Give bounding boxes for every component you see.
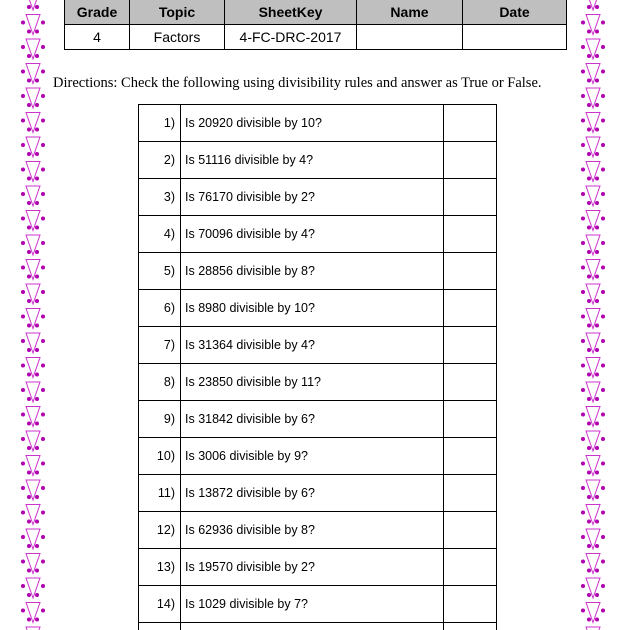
answer-cell[interactable] bbox=[444, 290, 497, 327]
triangle-dot-icon bbox=[581, 113, 605, 133]
question-text: Is 28856 divisible by 8? bbox=[181, 253, 444, 290]
triangle-dot-icon bbox=[581, 431, 605, 451]
question-row bbox=[139, 512, 497, 549]
triangle-dot-icon bbox=[581, 407, 605, 427]
answer-cell[interactable] bbox=[444, 512, 497, 549]
triangle-dot-icon bbox=[21, 456, 45, 476]
answer-cell[interactable] bbox=[444, 105, 497, 142]
answer-cell[interactable] bbox=[444, 623, 497, 630]
question-text: Is 19570 divisible by 2? bbox=[181, 549, 444, 586]
answer-cell[interactable] bbox=[444, 142, 497, 179]
question-text: Is 1029 divisible by 7? bbox=[181, 586, 444, 623]
question-text: Is 76170 divisible by 2? bbox=[181, 179, 444, 216]
header-date-label: Date bbox=[463, 0, 567, 25]
triangle-dot-icon bbox=[21, 113, 45, 133]
header-grade-label: Grade bbox=[65, 0, 130, 25]
decorative-border-left bbox=[20, 0, 46, 630]
border-pattern bbox=[20, 0, 46, 630]
question-number: 4) bbox=[139, 216, 181, 253]
triangle-dot-icon bbox=[581, 456, 605, 476]
date-field[interactable] bbox=[463, 25, 567, 50]
triangle-dot-icon bbox=[581, 333, 605, 353]
question-text: Is 51116 divisible by 4? bbox=[181, 142, 444, 179]
question-text: Is 13872 divisible by 6? bbox=[181, 475, 444, 512]
question-text: Is 31842 divisible by 6? bbox=[181, 401, 444, 438]
directions-text: Directions: Check the following using divisibility rules and answer as True or False. bbox=[53, 75, 542, 91]
border-pattern bbox=[580, 0, 606, 630]
questions-table bbox=[138, 104, 497, 630]
triangle-dot-icon bbox=[21, 39, 45, 59]
triangle-dot-icon bbox=[21, 186, 45, 206]
triangle-dot-icon bbox=[21, 235, 45, 255]
header-topic-label: Topic bbox=[130, 0, 225, 25]
question-row bbox=[139, 586, 497, 623]
triangle-dot-icon bbox=[21, 358, 45, 378]
triangle-dot-icon bbox=[21, 260, 45, 280]
triangle-dot-icon bbox=[581, 554, 605, 574]
question-row bbox=[139, 290, 497, 327]
triangle-dot-icon bbox=[581, 137, 605, 157]
triangle-dot-icon bbox=[581, 0, 605, 10]
question-number: 8) bbox=[139, 364, 181, 401]
question-number: 9) bbox=[139, 401, 181, 438]
triangle-dot-icon bbox=[581, 260, 605, 280]
triangle-dot-icon bbox=[581, 382, 605, 402]
triangle-dot-icon bbox=[21, 162, 45, 182]
answer-cell[interactable] bbox=[444, 549, 497, 586]
triangle-dot-icon bbox=[581, 88, 605, 108]
question-row bbox=[139, 216, 497, 253]
question-text: Is 62936 divisible by 8? bbox=[181, 512, 444, 549]
triangle-dot-icon bbox=[21, 603, 45, 623]
question-row bbox=[139, 327, 497, 364]
triangle-dot-icon bbox=[581, 211, 605, 231]
triangle-dot-icon bbox=[21, 333, 45, 353]
question-number: 12) bbox=[139, 512, 181, 549]
question-number: 6) bbox=[139, 290, 181, 327]
triangle-dot-icon bbox=[21, 0, 45, 10]
answer-cell[interactable] bbox=[444, 253, 497, 290]
question-number: 7) bbox=[139, 327, 181, 364]
question-number: 1) bbox=[139, 105, 181, 142]
triangle-dot-icon bbox=[581, 480, 605, 500]
question-text: Is 8980 divisible by 10? bbox=[181, 290, 444, 327]
question-number: 14) bbox=[139, 586, 181, 623]
triangle-dot-icon bbox=[21, 211, 45, 231]
triangle-dot-icon bbox=[581, 358, 605, 378]
question-row bbox=[139, 475, 497, 512]
question-text: Is 70096 divisible by 4? bbox=[181, 216, 444, 253]
triangle-dot-icon bbox=[21, 529, 45, 549]
triangle-dot-icon bbox=[581, 186, 605, 206]
question-row bbox=[139, 142, 497, 179]
triangle-dot-icon bbox=[21, 137, 45, 157]
topic-value: Factors bbox=[130, 25, 225, 50]
triangle-dot-icon bbox=[21, 15, 45, 35]
decorative-border-right bbox=[580, 0, 606, 630]
worksheet-header-table bbox=[64, 0, 567, 50]
question-row bbox=[139, 253, 497, 290]
triangle-dot-icon bbox=[581, 235, 605, 255]
answer-cell[interactable] bbox=[444, 364, 497, 401]
header-labels-row bbox=[65, 0, 567, 25]
question-row bbox=[139, 438, 497, 475]
header-sheetkey-label: SheetKey bbox=[225, 0, 357, 25]
triangle-dot-icon bbox=[21, 578, 45, 598]
answer-cell[interactable] bbox=[444, 216, 497, 253]
triangle-dot-icon bbox=[21, 554, 45, 574]
question-text: Is 3006 divisible by 9? bbox=[181, 438, 444, 475]
question-number: 10) bbox=[139, 438, 181, 475]
question-row bbox=[139, 401, 497, 438]
triangle-dot-icon bbox=[581, 309, 605, 329]
question-text: Is 31364 divisible by 4? bbox=[181, 327, 444, 364]
question-text: Is 23850 divisible by 11? bbox=[181, 364, 444, 401]
triangle-dot-icon bbox=[581, 284, 605, 304]
triangle-dot-icon bbox=[581, 529, 605, 549]
triangle-dot-icon bbox=[581, 505, 605, 525]
question-number: 2) bbox=[139, 142, 181, 179]
answer-cell[interactable] bbox=[444, 586, 497, 623]
triangle-dot-icon bbox=[581, 64, 605, 84]
question-row bbox=[139, 179, 497, 216]
sheetkey-value: 4-FC-DRC-2017 bbox=[225, 25, 357, 50]
triangle-dot-icon bbox=[581, 603, 605, 623]
name-field[interactable] bbox=[357, 25, 463, 50]
triangle-dot-icon bbox=[21, 309, 45, 329]
header-name-label: Name bbox=[357, 0, 463, 25]
question-number: 5) bbox=[139, 253, 181, 290]
answer-cell[interactable] bbox=[444, 475, 497, 512]
question-number: 11) bbox=[139, 475, 181, 512]
question-number bbox=[139, 623, 181, 630]
question-text: Is 20920 divisible by 10? bbox=[181, 105, 444, 142]
question-row bbox=[139, 364, 497, 401]
answer-cell[interactable] bbox=[444, 438, 497, 475]
grade-value: 4 bbox=[65, 25, 130, 50]
question-number: 13) bbox=[139, 549, 181, 586]
question-number: 3) bbox=[139, 179, 181, 216]
answer-cell[interactable] bbox=[444, 401, 497, 438]
question-row bbox=[139, 549, 497, 586]
triangle-dot-icon bbox=[21, 480, 45, 500]
triangle-dot-icon bbox=[21, 64, 45, 84]
question-row bbox=[139, 623, 497, 630]
triangle-dot-icon bbox=[21, 505, 45, 525]
triangle-dot-icon bbox=[581, 15, 605, 35]
triangle-dot-icon bbox=[21, 382, 45, 402]
answer-cell[interactable] bbox=[444, 179, 497, 216]
triangle-dot-icon bbox=[21, 284, 45, 304]
question-row bbox=[139, 105, 497, 142]
header-values-row bbox=[65, 25, 567, 50]
triangle-dot-icon bbox=[581, 578, 605, 598]
triangle-dot-icon bbox=[21, 88, 45, 108]
triangle-dot-icon bbox=[581, 162, 605, 182]
question-text bbox=[181, 623, 444, 630]
triangle-dot-icon bbox=[581, 39, 605, 59]
triangle-dot-icon bbox=[21, 431, 45, 451]
triangle-dot-icon bbox=[21, 407, 45, 427]
answer-cell[interactable] bbox=[444, 327, 497, 364]
